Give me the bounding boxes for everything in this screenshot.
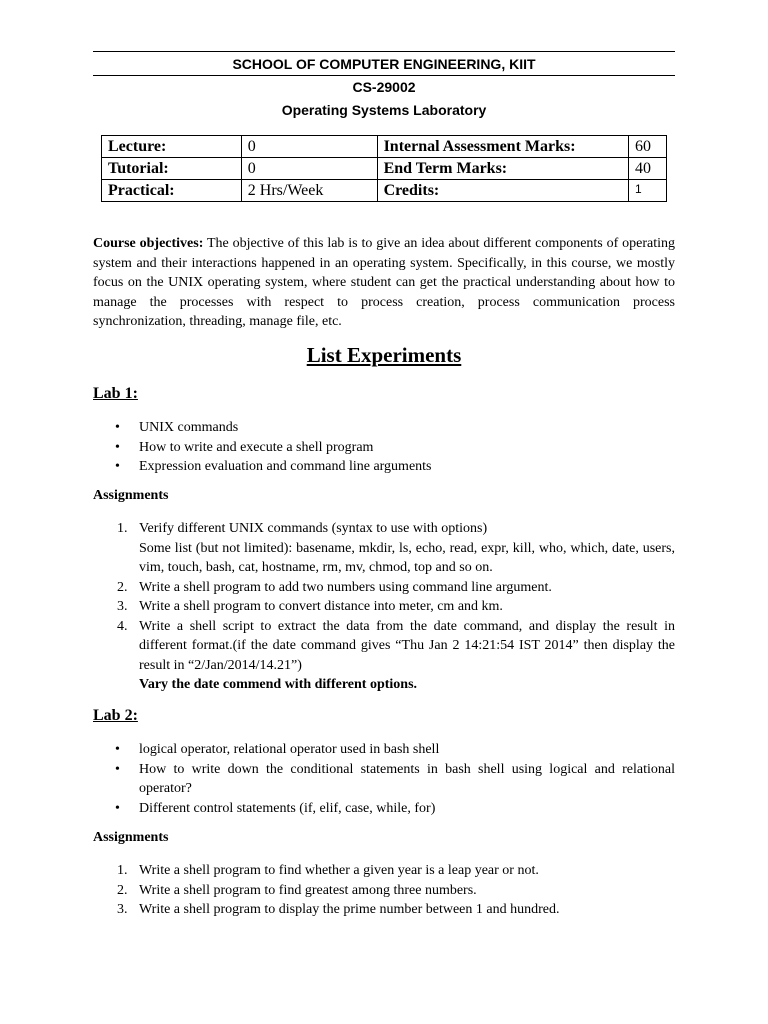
internal-marks-label: Internal Assessment Marks: — [377, 136, 628, 158]
assignment-text: Verify different UNIX commands (syntax to use with options) — [139, 521, 488, 536]
header-top-rule — [93, 51, 675, 52]
bullet-icon: • — [115, 761, 120, 777]
list-item — [93, 578, 675, 598]
table-row — [102, 136, 667, 158]
course-info-table — [101, 135, 667, 202]
list-item — [93, 418, 675, 438]
item-number: 1. — [117, 521, 128, 536]
course-name: Operating Systems Laboratory — [281, 102, 487, 118]
topic-text: logical operator, relational operator used in bash shell — [139, 742, 440, 757]
assignment-bold-note: Vary the date commend with different options. — [139, 677, 418, 692]
assignment-text: Write a shell program to find whether a given year is a leap year or not. — [139, 863, 539, 878]
objectives-text: The objective of this lab is to give an idea about different components of operating system and their interactions happened in an operating system. Specifically, in this course, we mostly focus on the UNIX operating system, where student can get the practical understanding about how to manage the processes with respect to process creation, process communication process synchronization, threading, manage file, etc. — [93, 236, 675, 329]
list-item — [93, 760, 675, 799]
practical-value: 2 Hrs/Week — [241, 180, 377, 202]
objectives-label: Course objectives: — [93, 236, 204, 251]
school-name: SCHOOL OF COMPUTER ENGINEERING, KIIT — [232, 56, 536, 72]
item-number: 3. — [117, 902, 128, 917]
item-number: 2. — [117, 579, 128, 595]
practical-label: Practical: — [102, 180, 242, 202]
list-item — [93, 457, 675, 477]
lecture-value: 0 — [241, 136, 377, 158]
lab2-heading: Lab 2: — [93, 707, 138, 724]
topic-text: Different control statements (if, elif, case, while, for) — [139, 800, 436, 816]
list-item — [93, 799, 675, 819]
topic-text: Expression evaluation and command line arguments — [139, 459, 432, 474]
assignment-extra: Some list (but not limited): basename, mkdir, ls, echo, read, expr, kill, who, which, date, users, vim, touch, bash, cat, hostname, rm, mv, chmod, top and so on. — [139, 540, 675, 575]
lab1-heading: Lab 1: — [93, 385, 138, 402]
header-bottom-rule — [93, 75, 675, 76]
lab2-topics — [93, 740, 675, 818]
table-row — [102, 180, 667, 202]
credits-label: Credits: — [377, 180, 628, 202]
tutorial-label: Tutorial: — [102, 158, 242, 180]
lecture-label: Lecture: — [102, 136, 242, 158]
list-item — [93, 861, 675, 881]
end-term-marks-value: 40 — [629, 158, 667, 180]
list-item — [93, 597, 675, 617]
topic-text: How to write and execute a shell program — [139, 439, 374, 455]
item-number: 1. — [117, 863, 128, 878]
assignment-text: Write a shell program to find greatest among three numbers. — [139, 882, 477, 898]
bullet-icon: • — [115, 439, 120, 455]
lab2-assignments — [93, 861, 675, 920]
item-number: 4. — [117, 618, 128, 634]
course-code: CS-29002 — [352, 79, 416, 95]
lab1-assignments — [93, 519, 675, 695]
tutorial-value: 0 — [241, 158, 377, 180]
assignment-text: Write a shell program to convert distance into meter, cm and km. — [139, 599, 503, 614]
assignment-text: Write a shell program to display the prime number between 1 and hundred. — [139, 902, 560, 917]
topic-text: How to write down the conditional statements in bash shell using logical and relational operator? — [139, 761, 675, 796]
lab2-assignments-heading: Assignments — [93, 830, 169, 845]
topic-text: UNIX commands — [139, 420, 239, 435]
list-item — [93, 519, 675, 578]
assignment-text: Write a shell script to extract the data from the date command, and display the result in different format.(if the date command gives “Thu Jan 2 14:21:54 IST 2014” then display the result in “2/Jan/2014/14.21”) — [139, 618, 675, 673]
bullet-icon: • — [115, 800, 120, 816]
course-objectives — [93, 234, 675, 332]
internal-marks-value: 60 — [629, 136, 667, 158]
list-item — [93, 881, 675, 901]
list-item — [93, 617, 675, 695]
list-title: List Experiments — [306, 343, 462, 367]
list-item — [93, 438, 675, 458]
credits-value: 1 — [629, 180, 667, 202]
end-term-marks-label: End Term Marks: — [377, 158, 628, 180]
bullet-icon: • — [115, 459, 120, 474]
item-number: 2. — [117, 882, 128, 898]
bullet-icon: • — [115, 420, 120, 435]
lab1-topics — [93, 418, 675, 477]
list-item — [93, 900, 675, 920]
lab1-assignments-heading: Assignments — [93, 488, 169, 503]
item-number: 3. — [117, 599, 128, 614]
assignment-text: Write a shell program to add two numbers using command line argument. — [139, 579, 552, 595]
list-item — [93, 740, 675, 760]
bullet-icon: • — [115, 742, 120, 757]
table-row — [102, 158, 667, 180]
